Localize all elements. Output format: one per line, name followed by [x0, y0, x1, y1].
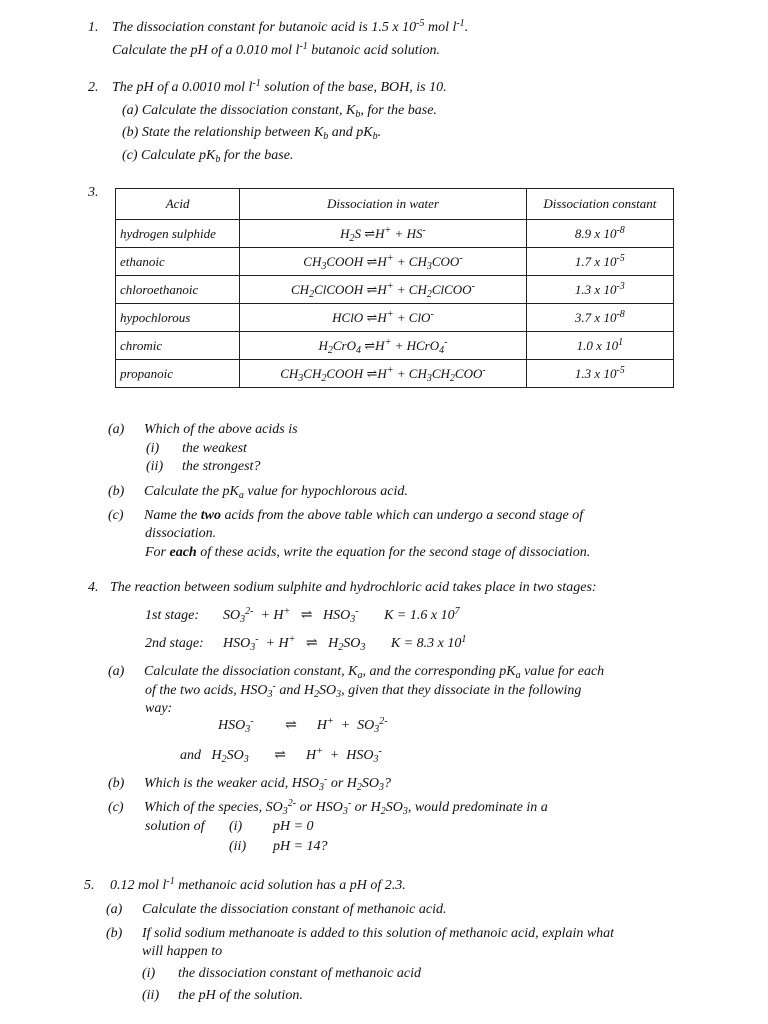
q3-a-ii-label: (ii): [146, 459, 164, 474]
q3-part-c-line2: dissociation.: [145, 526, 217, 541]
q5-intro-post: methanoic acid solution has a pH of 2.3.: [174, 878, 406, 893]
q4-eq-hso3: $HSO_3^-$ ⇌ $H^+ + SO_3^{2-}$: [218, 716, 388, 735]
constant-exp: 1: [618, 336, 624, 348]
q4-part-a-line2: of the two acids, $HSO_3^-$ and $H_2SO_3$, given that they dissociate in the following: [145, 681, 582, 700]
table-row: [116, 220, 674, 248]
q4-and: and: [180, 748, 201, 763]
constant-base: 1.7 x 10: [574, 253, 617, 269]
dissociation-equation: HClO ⇌H+ + ClO-: [240, 304, 527, 332]
q5-part-b-ii: [142, 988, 303, 1004]
q4-part-c-line1: (c) Which of the species, $SO_3^{2-}$ or $HSO_3^-$ or $H_2SO_3$, would predominate in a: [108, 798, 548, 817]
q3-part-c-line1: [108, 508, 583, 524]
q4-a-sub2: a: [515, 670, 521, 681]
q5-intro-text: 0.12 mol l: [110, 878, 167, 893]
q2-a-text: (a) Calculate the dissociation constant, K: [122, 103, 356, 118]
q2-b-sub1: b: [323, 131, 329, 142]
q4-intro: The reaction between sodium sulphite and hydrochloric acid takes place in two stages:: [110, 580, 597, 595]
dissociation-equation: $CH_2ClCOOH$ ⇌H+ + $CH_2ClCOO^-$: [240, 276, 527, 304]
q3-b-text: Calculate the pK: [144, 484, 239, 499]
table-header-row: [116, 189, 674, 220]
q5-part-b-line2: will happen to: [142, 944, 223, 959]
q5-part-b-line1: [106, 926, 614, 942]
q4-a-post: value for each: [520, 664, 605, 679]
q4-b-label: (b): [108, 776, 125, 791]
dissociation-constant: [526, 332, 673, 360]
q3-part-b: [108, 484, 408, 500]
header-dissociation: Dissociation in water: [240, 189, 527, 220]
q4-c-i-text: pH = 0: [273, 819, 314, 834]
q3-number: 3.: [88, 185, 99, 200]
q4-c-ii-text: pH = 14?: [273, 839, 328, 854]
q5-b-ii-label: (ii): [142, 988, 160, 1003]
table-row: [116, 360, 674, 388]
q1-end: .: [464, 20, 469, 35]
q4-c-ii-label: (ii): [229, 839, 247, 854]
acid-name: chloroethanoic: [116, 276, 240, 304]
q4-stage1-k: K = 1.6 x 10: [384, 608, 455, 623]
constant-base: 8.9 x 10: [574, 225, 617, 241]
q3-part-a-ii: [146, 459, 260, 475]
acid-name: propanoic: [116, 360, 240, 388]
q4-stage2: 2nd stage: $HSO_3^- + H^+$ ⇌ $H_2SO_3$ K = 8.3 x $10^1$: [145, 634, 467, 653]
q4-c-or2: or H: [351, 800, 381, 815]
q4-part-c-i: [145, 819, 314, 835]
q1-line2-post: butanoic acid solution.: [307, 43, 440, 58]
q4-part-b: (b) Which is the weaker acid, $HSO_3^-$ or $H_2SO_3$?: [108, 774, 391, 793]
q5-intro-exp: -1: [166, 876, 175, 887]
header-acid: Acid: [116, 189, 240, 220]
q4-c-i-label: (i): [229, 819, 243, 834]
table-row: [116, 332, 674, 360]
dissociation-equation: $H_2CrO_4$ ⇌H+ + HCrO$_4$-: [240, 332, 527, 360]
q4-a-mid: , and the corresponding pK: [362, 664, 516, 679]
q4-part-c-ii: [229, 839, 328, 855]
q4-stage2-k: K = 8.3 x 10: [390, 636, 462, 651]
q4-c-solution: solution of: [145, 819, 205, 834]
q2-a-post: , for the base.: [360, 103, 437, 118]
q2-exp: -1: [252, 78, 261, 89]
header-constant: Dissociation constant: [526, 189, 673, 220]
q4-number: 4.: [88, 580, 99, 595]
constant-exp: -8: [616, 308, 625, 320]
q4-b-end: ?: [384, 776, 391, 791]
q5-b-i-text: the dissociation constant of methanoic acid: [178, 966, 422, 981]
acid-name: hypochlorous: [116, 304, 240, 332]
q1-line2-exp: -1: [299, 41, 308, 52]
q4-a-label: (a): [108, 664, 125, 679]
q5-part-b-i: [142, 966, 421, 982]
q4-eq-h2so3: and $H_2SO_3$ ⇌ $H^+ + HSO_3^-$: [180, 746, 382, 765]
q4-a-sub: a: [357, 670, 363, 681]
q3-c3-bold: each: [169, 545, 197, 560]
q1-unit-exp: -1: [456, 18, 465, 29]
constant-base: 1.3 x 10: [574, 281, 617, 297]
q4-c-text: Which of the species, SO: [144, 800, 283, 815]
table-row: [116, 304, 674, 332]
q4-b-text: Which is the weaker acid, HSO: [144, 776, 319, 791]
acid-dissociation-table: [115, 188, 674, 388]
q4-a-text: Calculate the dissociation constant, K: [144, 664, 358, 679]
q3-c3-post: of these acids, write the equation for the second stage of dissociation.: [196, 545, 591, 560]
q4-stage1: 1st stage: $SO_3^{2-} + H^+$ ⇌ $HSO_3^-$ K = 1.6 x $10^7$: [145, 606, 460, 625]
q5-number: 5.: [84, 878, 95, 893]
constant-exp: -5: [616, 252, 625, 264]
q5-b-text: If solid sodium methanoate is added to this solution of methanoic acid, explain what: [142, 926, 615, 941]
constant-exp: -5: [616, 364, 625, 376]
q2-post: solution of the base, BOH, is 10.: [260, 80, 447, 95]
q2-c-text: (c) Calculate pK: [122, 148, 216, 163]
q2-b-text: (b) State the relationship between K: [122, 125, 324, 140]
q2-text: The pH of a 0.0010 mol l: [112, 80, 253, 95]
q1-exp: -5: [416, 18, 425, 29]
q5-b-ii-text: the pH of the solution.: [178, 988, 303, 1003]
q2-line1: [112, 80, 447, 96]
q4-part-a-line3: way:: [145, 701, 173, 716]
q3-b-sub: a: [238, 490, 244, 501]
q3-part-a: [108, 422, 298, 438]
constant-exp: -8: [616, 224, 625, 236]
q4-c-post: , would predominate in a: [407, 800, 548, 815]
q2-c-sub: b: [215, 154, 221, 165]
q3-a-label: (a): [108, 422, 125, 437]
q4-stage1-k-exp: 7: [454, 606, 460, 617]
q3-a-text: Which of the above acids is: [144, 422, 298, 437]
q5-b-label: (b): [106, 926, 123, 941]
acid-name: ethanoic: [116, 248, 240, 276]
q1-line2-text: Calculate the pH of a 0.010 mol l: [112, 43, 300, 58]
table-row: [116, 276, 674, 304]
q3-a-ii-text: the strongest?: [182, 459, 261, 474]
q2-c-post: for the base.: [220, 148, 294, 163]
q1-number: 1.: [88, 20, 99, 35]
dissociation-equation: $CH_3CH_2COOH$ ⇌H+ + $CH_3CH_2COO^-$: [240, 360, 527, 388]
q1-text: The dissociation constant for butanoic acid is 1.5 x 10: [112, 20, 417, 35]
dissociation-constant: [526, 220, 673, 248]
constant-base: 3.7 x 10: [574, 309, 617, 325]
q4-c-or1: or HSO: [296, 800, 343, 815]
dissociation-equation: $H_2S$ ⇌H+ + HS-: [240, 220, 527, 248]
q3-c-bold: two: [200, 508, 221, 523]
q3-part-c-line3: [145, 545, 590, 561]
q4-a2-mid: and H: [275, 683, 314, 698]
q1-line1: [112, 20, 468, 36]
acid-name: hydrogen sulphide: [116, 220, 240, 248]
q2-number: 2.: [88, 80, 99, 95]
q2-b-mid: and pK: [328, 125, 373, 140]
q2-a-sub: b: [355, 109, 361, 120]
dissociation-constant: [526, 360, 673, 388]
q1-line2: [112, 43, 440, 59]
q5-a-text: Calculate the dissociation constant of methanoic acid.: [142, 902, 447, 917]
dissociation-equation: $CH_3COOH$ ⇌H+ + $CH_3COO^-$: [240, 248, 527, 276]
q3-a-i-text: the weakest: [182, 441, 247, 456]
constant-base: 1.3 x 10: [574, 365, 617, 381]
q4-stage2-label: 2nd stage:: [145, 636, 204, 651]
dissociation-constant: [526, 304, 673, 332]
q4-b-mid: or H: [327, 776, 357, 791]
q3-b-post: value for hypochlorous acid.: [243, 484, 408, 499]
q3-c-pre: Name the: [144, 508, 201, 523]
q2-part-a: [122, 103, 437, 119]
q4-stage2-k-exp: 1: [461, 634, 467, 645]
q3-part-a-i: [146, 441, 247, 457]
dissociation-constant: [526, 276, 673, 304]
q5-b-i-label: (i): [142, 966, 156, 981]
q4-a2-pre: of the two acids, HSO: [145, 683, 268, 698]
q3-c3-pre: For: [145, 545, 170, 560]
dissociation-constant: [526, 248, 673, 276]
q1-unit: mol l: [424, 20, 457, 35]
table-row: [116, 248, 674, 276]
q3-c-post: acids from the above table which can undergo a second stage of: [221, 508, 584, 523]
q4-part-a-line1: [108, 664, 604, 680]
q4-a2-post: , given that they dissociate in the following: [341, 683, 582, 698]
q3-b-label: (b): [108, 484, 125, 499]
q2-part-b: [122, 125, 381, 141]
q2-b-end: .: [377, 125, 382, 140]
q5-a-label: (a): [106, 902, 123, 917]
q5-part-a: [106, 902, 446, 918]
q3-a-i-label: (i): [146, 441, 160, 456]
q4-c-label: (c): [108, 800, 124, 815]
q5-intro: [110, 878, 406, 894]
q2-part-c: [122, 148, 293, 164]
q4-stage1-label: 1st stage:: [145, 608, 200, 623]
constant-base: 1.0 x 10: [576, 337, 619, 353]
q3-c-label: (c): [108, 508, 124, 523]
acid-name: chromic: [116, 332, 240, 360]
constant-exp: -3: [616, 280, 625, 292]
q2-b-sub2: b: [372, 131, 378, 142]
